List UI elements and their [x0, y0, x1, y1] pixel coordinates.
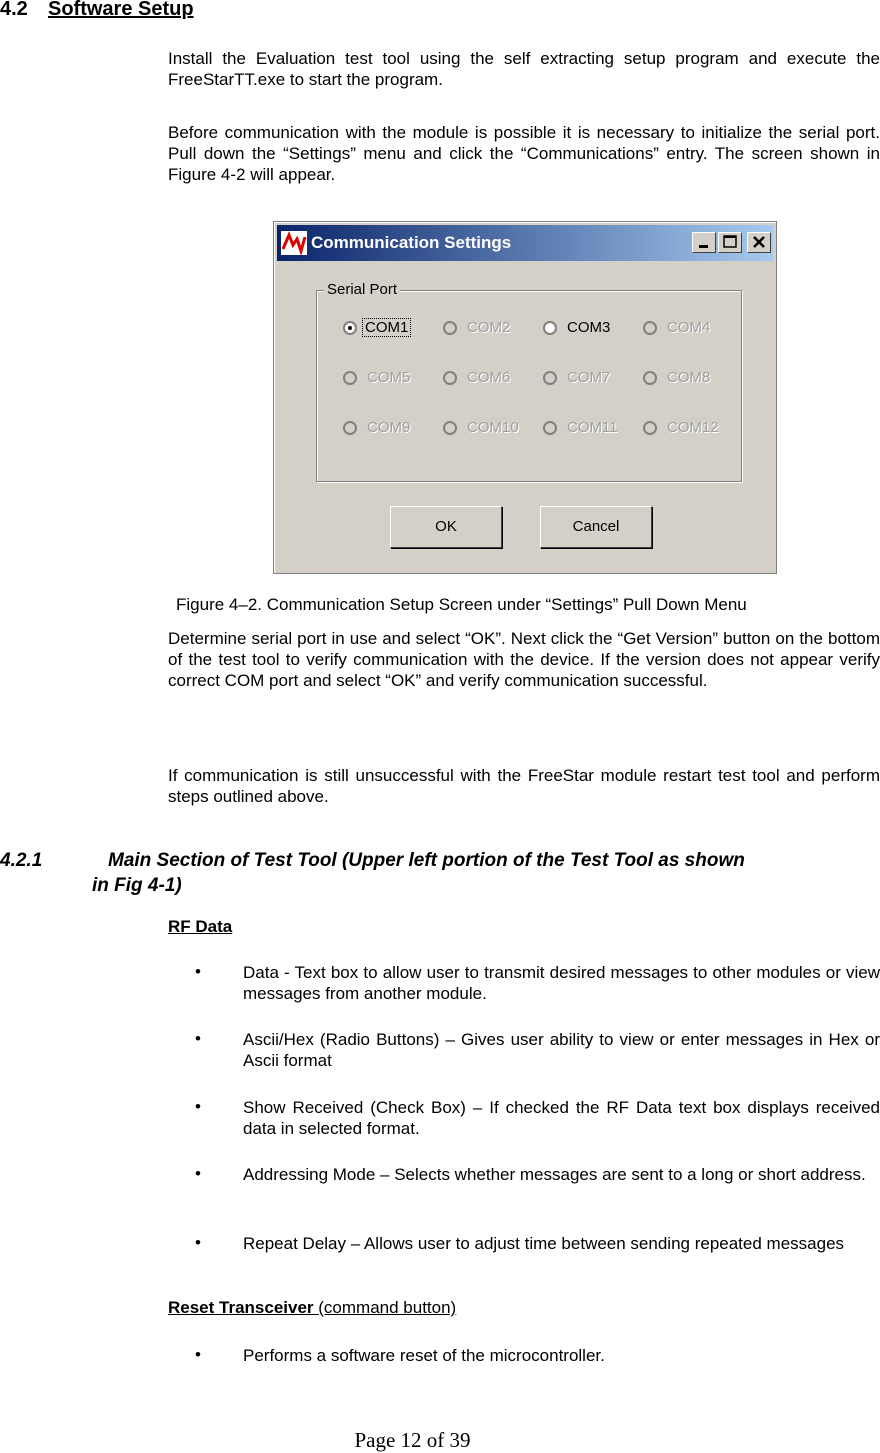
maximize-icon	[719, 233, 741, 252]
subsection-title-line2: in Fig 4-1)	[92, 875, 182, 896]
paragraph-install: Install the Evaluation test tool using the self extracting setup program and execute the FreeStarTT.exe to start the program.	[168, 49, 880, 89]
bullet-icon: •	[195, 1097, 201, 1116]
label-com2[interactable]: COM2	[467, 319, 511, 336]
radio-com5[interactable]	[343, 371, 357, 385]
paragraph-init-serial: Before communication with the module is possible it is necessary to initialize the serial port. Pull down the “Settings” menu and click the “Communications” entry. The screen shown in Figure 4-2 will appear.	[168, 123, 880, 184]
section-title: Software Setup	[48, 0, 194, 20]
radio-com3[interactable]	[543, 321, 557, 335]
label-com10[interactable]: COM10	[467, 419, 519, 436]
radio-com2[interactable]	[443, 321, 457, 335]
reset-bullet-software-reset: Performs a software reset of the microcontroller.	[243, 1346, 605, 1365]
maximize-button[interactable]	[718, 232, 742, 253]
subsection-number: 4.2.1	[0, 850, 43, 871]
radio-com8[interactable]	[643, 371, 657, 385]
rf-bullet-data: Data - Text box to allow user to transmit desired messages to other modules or view messages from another module.	[243, 963, 880, 1003]
cancel-button[interactable]: Cancel	[540, 506, 652, 548]
reset-heading	[168, 1298, 456, 1318]
radio-com1[interactable]	[343, 321, 357, 335]
rf-data-heading: RF Data	[168, 917, 233, 936]
radio-com6[interactable]	[443, 371, 457, 385]
label-com4[interactable]: COM4	[667, 319, 711, 336]
paragraph-determine-port: Determine serial port in use and select “OK”. Next click the “Get Version” button on the bottom of the test tool to verify communication with the device. If the version does not appear verify correct COM port and select “OK” and verify communication successful.	[168, 629, 880, 690]
reset-heading-rest: (command button)	[313, 1298, 457, 1317]
label-com11[interactable]: COM11	[567, 419, 618, 436]
bullet-icon: •	[195, 962, 201, 981]
label-com9[interactable]: COM9	[367, 419, 411, 436]
label-com7[interactable]: COM7	[567, 369, 611, 386]
section-heading	[0, 0, 194, 21]
section-number: 4.2	[0, 0, 28, 20]
radio-com10[interactable]	[443, 421, 457, 435]
app-logo-icon	[281, 231, 307, 255]
bullet-icon: •	[195, 1164, 201, 1183]
bullet-icon: •	[195, 1345, 201, 1364]
communication-settings-dialog	[273, 221, 777, 574]
page-number: Page 12 of 39	[354, 1428, 471, 1452]
rf-bullet-repeat-delay: Repeat Delay – Allows user to adjust time between sending repeated messages	[243, 1234, 845, 1253]
minimize-icon	[693, 233, 715, 252]
bullet-icon: •	[195, 1029, 201, 1048]
label-com8[interactable]: COM8	[667, 369, 711, 386]
label-com12[interactable]: COM12	[667, 419, 719, 436]
label-com3[interactable]: COM3	[567, 319, 611, 336]
radio-com9[interactable]	[343, 421, 357, 435]
label-com6[interactable]: COM6	[467, 369, 511, 386]
rf-bullet-ascii-hex: Ascii/Hex (Radio Buttons) – Gives user ability to view or enter messages in Hex or Ascii format	[243, 1030, 880, 1070]
dialog-titlebar	[277, 225, 773, 261]
figure-caption: Figure 4–2. Communication Setup Screen under “Settings” Pull Down Menu	[176, 595, 747, 614]
label-com1[interactable]: COM1	[365, 319, 409, 336]
close-icon	[748, 233, 770, 252]
close-button[interactable]	[747, 232, 771, 253]
minimize-button[interactable]	[692, 232, 716, 253]
paragraph-unsuccessful: If communication is still unsuccessful with the FreeStar module restart test tool and perform steps outlined above.	[168, 766, 880, 806]
reset-heading-bold: Reset Transceiver	[168, 1298, 314, 1317]
ok-button[interactable]: OK	[390, 506, 502, 548]
bullet-icon: •	[195, 1233, 201, 1252]
radio-com4[interactable]	[643, 321, 657, 335]
rf-bullet-show-received: Show Received (Check Box) – If checked the RF Data text box displays received data in selected format.	[243, 1098, 880, 1138]
serial-port-group-label: Serial Port	[324, 281, 400, 298]
radio-com12[interactable]	[643, 421, 657, 435]
dialog-title: Communication Settings	[311, 233, 512, 252]
radio-com11[interactable]	[543, 421, 557, 435]
radio-com7[interactable]	[543, 371, 557, 385]
label-com5[interactable]: COM5	[367, 369, 411, 386]
rf-bullet-addressing-mode: Addressing Mode – Selects whether messages are sent to a long or short address.	[243, 1165, 866, 1184]
subsection-title-line1: Main Section of Test Tool (Upper left portion of the Test Tool as shown	[108, 850, 745, 871]
